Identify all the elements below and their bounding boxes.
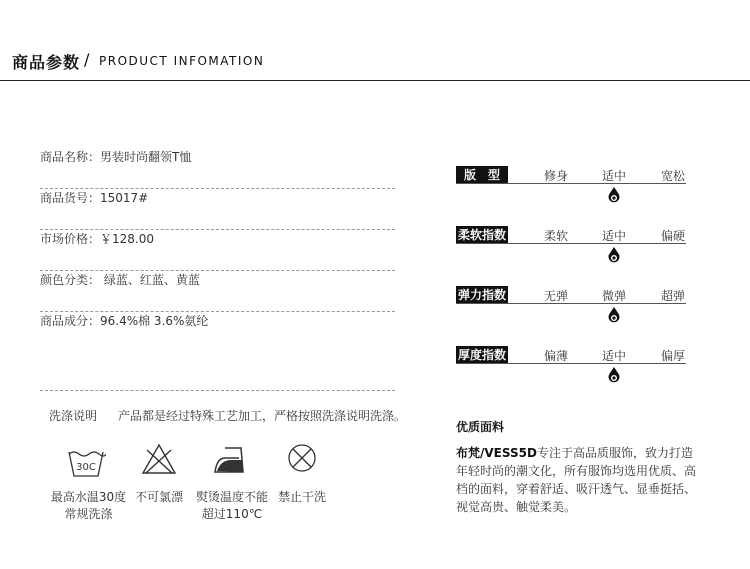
selection-marker-icon [607, 186, 621, 206]
washing-title: 洗涤说明 [49, 409, 98, 423]
spec-colors-text: 颜色分类： 绿蓝、红蓝、黄蓝 [40, 273, 200, 287]
wash-30c-label: 最高水温30度 常规洗涤 [50, 490, 127, 521]
index-elasticity [456, 286, 686, 346]
index-softness-option-1: 柔软 [543, 229, 568, 243]
index-fit-option-1: 修身 [543, 169, 568, 183]
brand-name: 布梵/VESS5D [456, 446, 537, 460]
no-bleach-label: 不可氯漂 [134, 490, 183, 504]
no-dry-clean-label: 禁止干洗 [277, 490, 326, 504]
spec-row-material [40, 312, 395, 353]
index-softness [456, 226, 686, 286]
iron-label: 熨烫温度不能 超过110℃ [195, 490, 268, 521]
washing-description: 产品都是经过特殊工艺加工，严格按照洗涤说明洗涤。 [118, 409, 407, 423]
index-elasticity-option-1: 无弹 [543, 289, 568, 303]
selection-marker-icon [607, 366, 621, 386]
selection-marker-icon [607, 306, 621, 326]
index-thickness [456, 346, 686, 406]
spec-price-text: 市场价格：￥128.00 [40, 232, 154, 246]
index-softness-label: 柔软指数 [457, 228, 506, 242]
spec-sku-text: 商品货号：15017# [40, 191, 149, 205]
index-thickness-option-1: 偏薄 [543, 349, 568, 363]
no-bleach-icon [139, 442, 179, 476]
spec-material-text: 商品成分：96.4%棉 3.6%氨纶 [40, 314, 209, 328]
index-fit-option-2: 适中 [601, 169, 626, 183]
spec-bottom-divider [40, 390, 395, 391]
quality-description: 专注于高品质服饰，致力打造年轻时尚的潮文化，所有服饰均选用优质、高档的面料，穿着舒适、吸汗透气、显垂挺括、视觉高贵、触觉柔美。 [456, 446, 697, 514]
spec-row-sku [40, 189, 395, 230]
index-softness-option-2: 适中 [601, 229, 626, 243]
spec-name-text: 商品名称：男装时尚翻领T恤 [40, 150, 192, 164]
index-softness-option-3: 偏硬 [660, 229, 685, 243]
index-fit-label: 版 型 [456, 166, 508, 184]
no-dry-clean-icon [282, 441, 322, 475]
index-thickness-option-2: 适中 [601, 349, 626, 363]
title-separator: / [84, 50, 90, 69]
index-elasticity-option-2: 微弹 [601, 289, 626, 303]
index-fit-option-3: 宽松 [660, 169, 685, 183]
spec-row-colors [40, 271, 395, 312]
header-divider [0, 80, 750, 81]
index-fit [456, 166, 686, 226]
spec-row-name [40, 148, 395, 189]
wash-temp-text: 30C [76, 462, 96, 473]
quality-title: 优质面料 [456, 420, 505, 434]
spec-row-price [40, 230, 395, 271]
page-title: 商品参数 [12, 53, 81, 72]
index-elasticity-option-3: 超弹 [660, 289, 685, 303]
iron-icon [211, 442, 251, 476]
quality-text [456, 444, 696, 516]
index-thickness-option-3: 偏厚 [660, 349, 685, 363]
page-title-english: PRODUCT INFOMATION [99, 54, 265, 68]
wash-30c-icon [66, 446, 106, 480]
index-elasticity-label: 弹力指数 [457, 288, 506, 302]
index-thickness-label: 厚度指数 [457, 348, 506, 362]
selection-marker-icon [607, 246, 621, 266]
